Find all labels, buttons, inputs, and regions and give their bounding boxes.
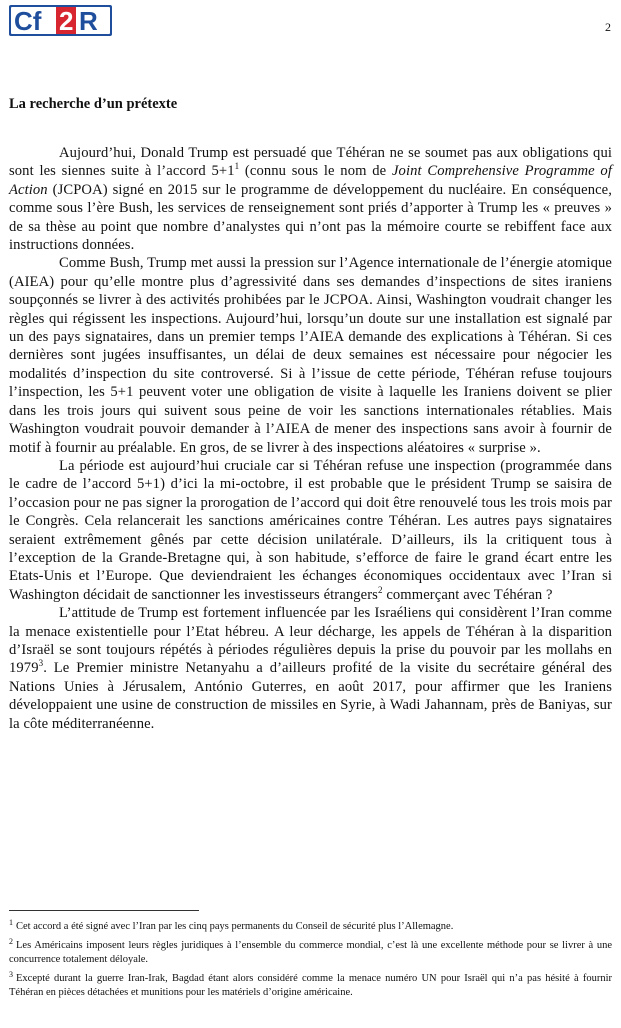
- paragraph-text: Aujourd’hui, Donald Trump est persuadé que Téhéran ne se soumet pas aux obligations qui sont les siennes suite à l’accord 5+1: [9, 145, 612, 180]
- article-body: [9, 96, 612, 733]
- paragraph-text: commerçant avec Téhéran ?: [382, 586, 553, 603]
- footnote-separator: [9, 910, 199, 911]
- footnote-ref-3[interactable]: 3: [38, 658, 44, 669]
- paragraph-text: . Le Premier ministre Netanyahu a d’ailleurs profité de la visite du secrétaire général des Nations Unies à Jérusalem, António Guterres, en août 2017, pour affirmer que les Iraniens développaient une usine de construction de missiles en Syrie, à Wadi Jahannam, près de Baniyas, sur la côte méditerranéenne.: [9, 660, 612, 732]
- footnotes: [9, 917, 612, 1005]
- footnote-mark: 1: [9, 917, 13, 927]
- page-number: 2: [605, 20, 611, 34]
- paragraph-4: [9, 604, 612, 733]
- footnote-1: [9, 917, 612, 934]
- footnote-3: [9, 969, 612, 1000]
- footnote-ref-2[interactable]: 2: [377, 584, 383, 595]
- paragraph-text: (connu sous le nom de: [239, 163, 392, 180]
- footnote-text: Les Américains imposent leurs règles juridiques à l’ensemble du commerce mondial, c’est là une excellente méthode pour se livrer à une concurrence totalement déloyale.: [9, 940, 612, 965]
- footnote-2: [9, 936, 612, 967]
- italic-title: Joint Comprehensive Programme of Action: [9, 163, 612, 198]
- paragraph-1: [9, 144, 612, 254]
- paragraph-text: (JCPOA) signé en 2015 sur le programme de développement du nucléaire. En conséquence, comme sous l’ère Bush, les services de renseignement sont priés d’apporter à Trump les « preuves » de sa thèse au point que nombre d’analystes qui n’ont pas la mémoire courte se rebiffent face aux instructions données.: [9, 181, 612, 254]
- footnote-text: Excepté durant la guerre Iran-Irak, Bagdad étant alors considéré comme la menace numéro UN pour Israël qui n’a pas hésité à fournir Téhéran en pièces détachées et munitions pour les matériels d’origine américaine.: [9, 973, 612, 998]
- paragraph-text: L’attitude de Trump est fortement influencée par les Israéliens qui considèrent l’Iran comme la menace existentielle pour l’Etat hébreu. A leur décharge, les appels de Téhéran à la disparition d’Israël se sont toujours répétés à périodes régulières depuis la prise du pouvoir par les mollahs en 1979: [9, 605, 612, 677]
- paragraph-text: La période est aujourd’hui cruciale car si Téhéran refuse une inspection (programmée dans le cadre de l’accord 5+1) d’ici la mi-octobre, il est probable que le président Trump se saisira de l’occasion pour ne pas signer la prorogation de l’accord qui doit être renouvelé tous les trois mois par le Congrès. Cela relancerait les sanctions américaines contre Téhéran. Les autres pays signataires seraient extrêmement gênés par cette décision unilatérale. D’ailleurs, ils la critiquent tous à l’exception de la Grande-Bretagne qui, à son habitude, s’efforce de faire le grand écart entre les Etats-Unis et l’Europe. Que deviendraient les échanges économiques occidentaux avec l’Iran si Washington décidait de sanctionner les investisseurs étrangers: [9, 457, 612, 603]
- footnote-text: Cet accord a été signé avec l’Iran par les cinq pays permanents du Conseil de sécurité plus l’Allemagne.: [16, 921, 454, 932]
- svg-text:Cf: Cf: [14, 6, 42, 36]
- footnote-ref-1[interactable]: 1: [234, 161, 240, 172]
- paragraph-2: Comme Bush, Trump met aussi la pression sur l’Agence internationale de l’énergie atomique (AIEA) pour qu’elle montre plus d’agressivité dans ses demandes d’inspections de sites iraniens soupçonnés se livrer à des activités prohibées par le JCPOA. Ainsi, Washington voudrait changer les règles qui régissent les inspections. Aujourd’hui, lorsqu’un doute sur une installation est signalé par un des pays signataires, dans un premier temps l’AIEA demande des explications à Téhéran. Si ces dernières sont jugées insuffisantes, un délai de deux semaines est nécessaire pour négocier les modalités d’inspection du site controversé. Si à l’issue de cette période, Téhéran refuse toujours l’inspection, les 5+1 peuvent voter une obligation de visite à laquelle les Iraniens doivent se plier dans les trois jours qui suivent sous peine de voir les sanctions internationales rétablies. Mais Washington voudrait pouvoir demander à l’AIEA de mener des inspections sans avoir à fournir de motif à fournir au préalable. En gros, de se livrer à des inspections aléatoires « surprise ».: [9, 255, 612, 456]
- svg-text:2: 2: [59, 6, 74, 36]
- footnote-mark: 2: [9, 936, 13, 946]
- svg-text:R: R: [79, 6, 98, 36]
- section-title: La recherche d’un prétexte: [9, 96, 178, 112]
- footnote-mark: 3: [9, 969, 13, 979]
- paragraph-3: [9, 457, 612, 604]
- cf2r-logo: [9, 5, 112, 36]
